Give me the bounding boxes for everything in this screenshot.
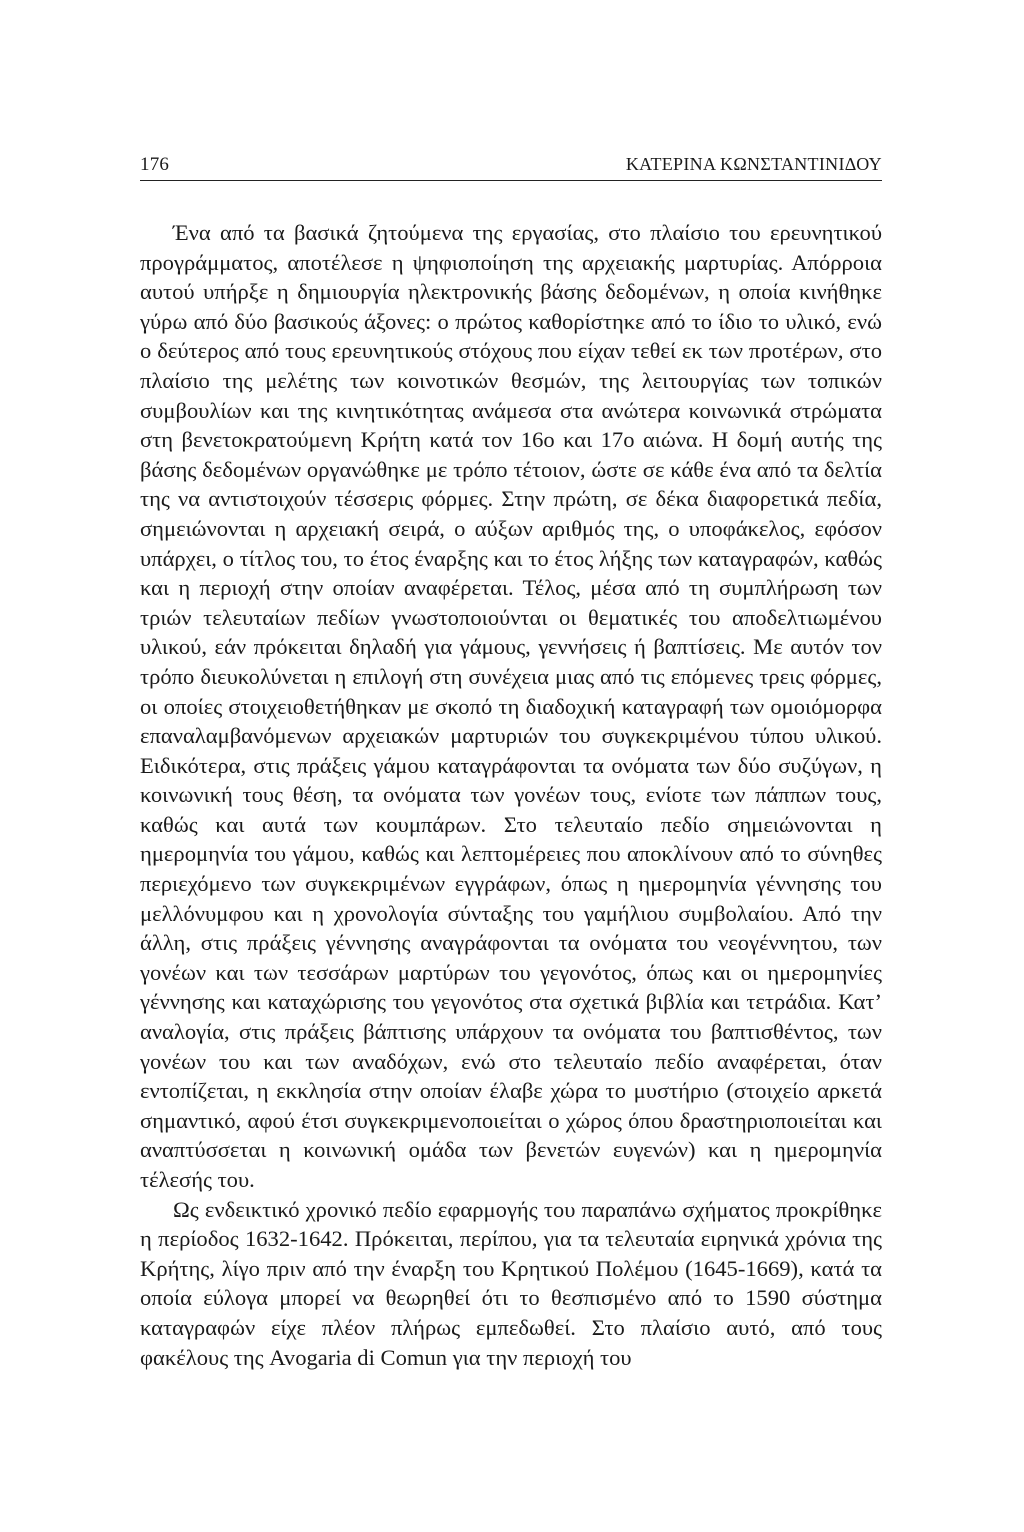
paragraph-2: Ως ενδεικτικό χρονικό πεδίο εφαρμογής του παραπάνω σχήματος προκρίθηκε η περίοδος 1632-1642. Πρόκειται, περίπου, για τα τελευταία ειρηνικά χρόνια της Κρήτης, λίγο πριν από την έναρξη του Κρητικού Πολέμου (1645-1669), κατά τα οποία εύλογα μπορεί να θεωρηθεί ότι το θεσπισμένο από το 1590 σύστημα καταγραφών είχε πλέον πλήρως εμπεδωθεί. Στο πλαίσιο αυτό, από τους φακέλους της Avogaria di Comun για την περιοχή του <box>140 1196 882 1370</box>
running-title-author: ΚΑΤΕΡΙΝΑ ΚΩΝΣΤΑΝΤΙΝΙΔΟΥ <box>625 154 882 174</box>
page-number: 176 <box>140 154 170 175</box>
body-text <box>140 218 882 1372</box>
paragraph-1: Ένα από τα βασικά ζητούμενα της εργασίας, στο πλαίσιο του ερευνητικού προγράμματος, αποτέλεσε η ψηφιοποίηση της αρχειακής μαρτυρίας. Απόρροια αυτού υπήρξε η δημιουργία ηλεκτρονικής βάσης δεδομένων, η οποία κινήθηκε γύρω από δύο βασικούς άξονες: ο πρώτος καθορίστηκε από το ίδιο το υλικό, ενώ ο δεύτερος από τους ερευνητικούς στόχους που είχαν τεθεί εκ των προτέρων, στο πλαίσιο της μελέτης των κοινοτικών θεσμών, της λειτουργίας των τοπικών συμβουλίων και της κινητικότητας ανάμεσα στα ανώτερα κοινωνικά στρώματα στη βενετοκρατούμενη Κρήτη κατά τον 16ο και 17ο αιώνα. Η δομή αυτής της βάσης δεδομένων οργανώθηκε με τρόπο τέτοιον, ώστε σε κάθε ένα από τα δελτία της να αντιστοιχούν τέσσερις φόρμες. Στην πρώτη, σε δέκα διαφορετικά πεδία, σημειώνονται η αρχειακή σειρά, ο αύξων αριθμός της, ο υποφάκελος, εφόσον υπάρχει, ο τίτλος του, το έτος έναρξης και το έτος λήξης των καταγραφών, καθώς και η περιοχή στην οποίαν αναφέρεται. Τέλος, μέσα από τη συμπλήρωση των τριών τελευταίων πεδίων γνωστοποιούνται οι θεματικές του αποδελτιωμένου υλικού, εάν πρόκειται δηλαδή για γάμους, γεννήσεις ή βαπτίσεις. Με αυτόν τον τρόπο διευκολύνεται η επιλογή στη συνέχεια μιας από τις επόμενες τρεις φόρμες, οι οποίες στοιχειοθετήθηκαν με σκοπό τη διαδοχική καταγραφή των ομοιόμορφα επαναλαμβανόμενων αρχειακών μαρτυριών του συγκεκριμένου τύπου υλικού. Ειδικότερα, στις πράξεις γάμου καταγράφονται τα ονόματα των δύο συζύγων, η κοινωνική τους θέση, τα ονόματα των γονέων τους, ενίοτε των πάππων τους, καθώς και αυτά των κουμπάρων. Στο τελευταίο πεδίο σημειώνονται η ημερομηνία του γάμου, καθώς και λεπτομέρειες που αποκλίνουν από το σύνηθες περιεχόμενο των συγκεκριμένων εγγράφων, όπως η ημερομηνία γέννησης του μελλόνυμφου και η χρονολογία σύνταξης του γαμήλιου συμβολαίου. Από την άλλη, στις πράξεις γέννησης αναγράφονται τα ονόματα του νεογέννητου, των γονέων και των τεσσάρων μαρτύρων του γεγονότος, όπως και οι ημερομηνίες γέννησης και καταχώρισης του γεγονότος στα σχετικά βιβλία και τετράδια. Κατ’ αναλογία, στις πράξεις βάπτισης υπάρχουν τα ονόματα του βαπτισθέντος, των γονέων του και των αναδόχων, ενώ στο τελευταίο πεδίο αναφέρεται, όταν εντοπίζεται, η εκκλησία στην οποίαν έλαβε χώρα το μυστήριο (στοιχείο αρκετά σημαντικό, αφού έτσι συγκεκριμενοποιείται ο χώρος όπου δραστηριοποιείται και αναπτύσσεται η κοινωνική ομάδα των βενετών ευγενών) και η ημερομηνία τέλεσής του. <box>140 220 882 1192</box>
running-header <box>140 150 882 181</box>
